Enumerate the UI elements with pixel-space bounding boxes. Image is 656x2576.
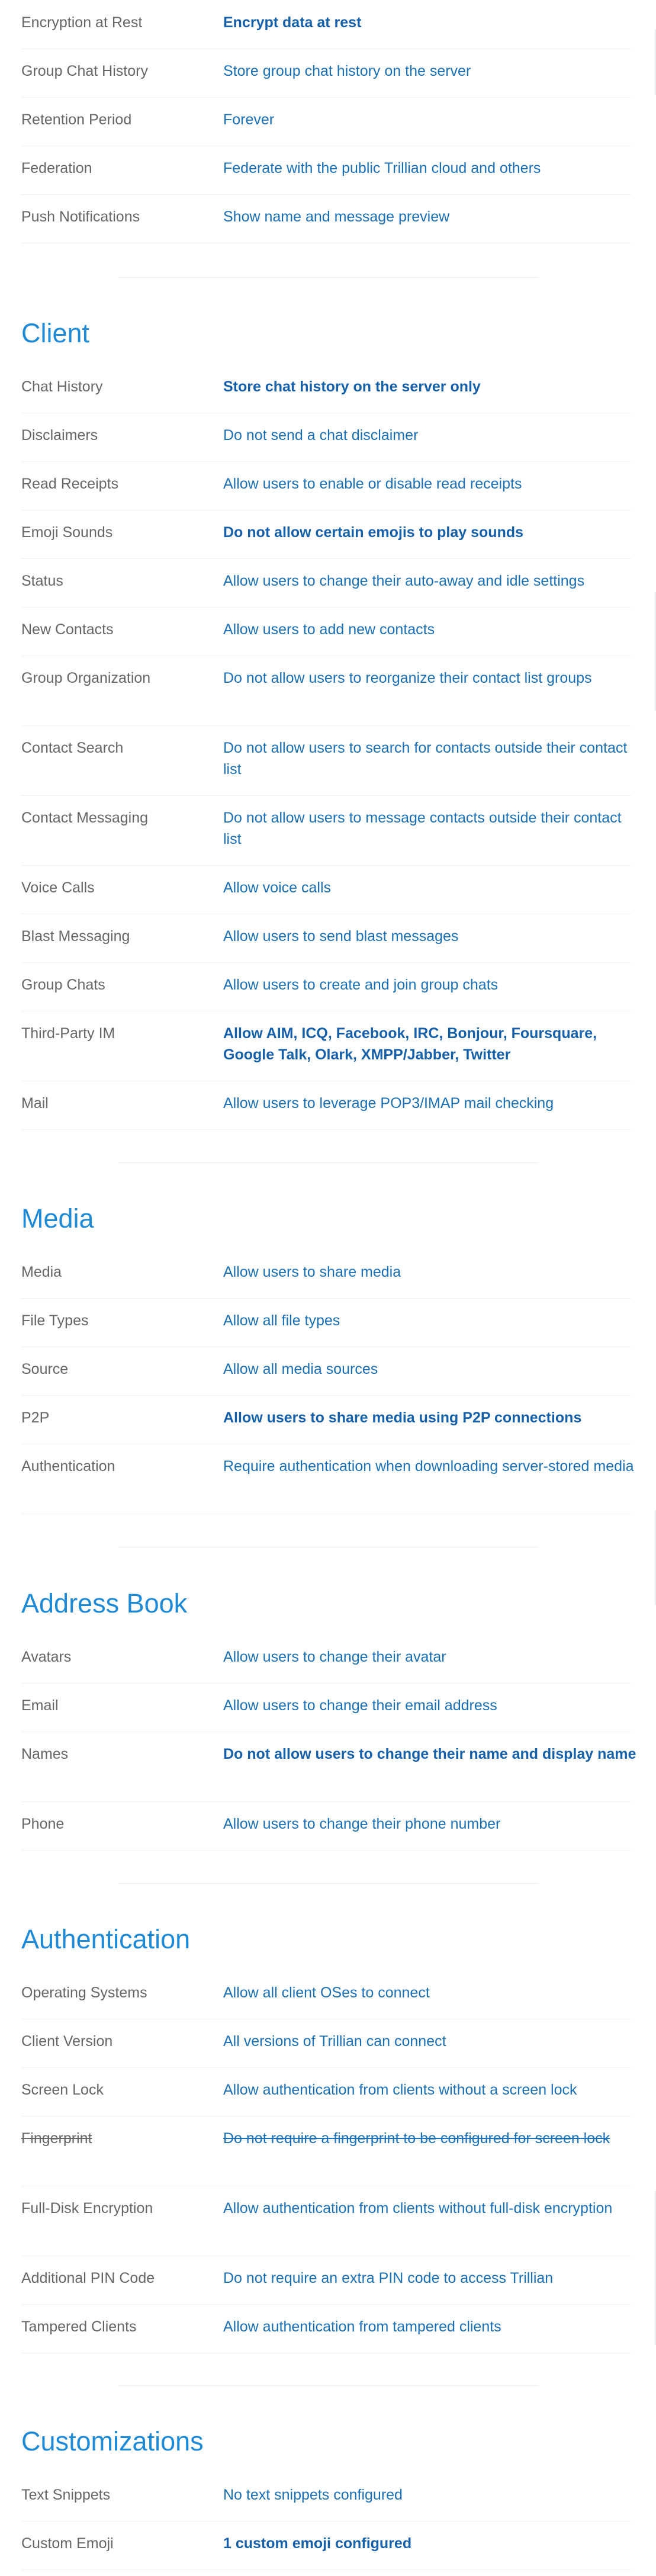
setting-value: Allow authentication from clients without a screen lock <box>223 2082 577 2098</box>
setting-value: Allow authentication from clients without full-disk encryption <box>223 2200 613 2217</box>
setting-value: 1 custom emoji configured <box>223 2535 412 2552</box>
setting-row-contact-search <box>21 737 631 796</box>
setting-value: Federate with the public Trillian cloud and others <box>223 160 541 176</box>
setting-row-names <box>21 1743 636 1802</box>
setting-row-fingerprint <box>21 2128 631 2186</box>
setting-label: Voice Calls <box>21 879 95 896</box>
setting-value: Encrypt data at rest <box>223 14 362 31</box>
setting-row-file-types <box>21 1310 631 1347</box>
setting-row-emoji-sounds <box>21 522 631 559</box>
section-divider <box>118 277 539 278</box>
setting-row-additional-pin-code <box>21 2267 631 2305</box>
setting-label: Text Snippets <box>21 2487 111 2503</box>
setting-value: Allow users to share media <box>223 1264 401 1280</box>
setting-row-screen-lock <box>21 2079 631 2116</box>
setting-row-group-chat-history <box>21 60 631 98</box>
setting-label: Blast Messaging <box>21 928 130 945</box>
setting-value: Allow authentication from tampered clients <box>223 2318 501 2335</box>
setting-row-group-organization <box>21 667 631 726</box>
section-title-address-book: Address Book <box>21 1588 188 1618</box>
setting-row-read-receipts <box>21 473 631 510</box>
setting-label: New Contacts <box>21 621 114 638</box>
setting-row-retention-period <box>21 109 631 146</box>
setting-row-email <box>21 1695 631 1732</box>
setting-row-authentication <box>21 1456 634 1514</box>
setting-label: Fingerprint <box>21 2130 92 2147</box>
setting-row-mail <box>21 1093 631 1130</box>
setting-value: Allow users to enable or disable read receipts <box>223 476 522 492</box>
setting-value: Allow users to send blast messages <box>223 928 459 945</box>
setting-value: Allow users to leverage POP3/IMAP mail checking <box>223 1095 554 1112</box>
setting-value: Do not allow users to reorganize their contact list groups <box>223 670 592 686</box>
setting-row-p2p <box>21 1407 631 1444</box>
setting-row-disclaimers <box>21 425 631 462</box>
setting-label: Contact Search <box>21 740 124 756</box>
setting-label: Media <box>21 1264 62 1280</box>
setting-value: Allow users to create and join group chats <box>223 977 499 993</box>
setting-row-text-snippets <box>21 2484 631 2522</box>
setting-label: Encryption at Rest <box>21 14 143 31</box>
setting-row-source <box>21 1358 631 1396</box>
setting-label: Source <box>21 1361 69 1377</box>
setting-value: Do not allow users to search for contacts outside their contact list <box>223 740 628 778</box>
setting-row-media <box>21 1261 631 1299</box>
setting-value: Forever <box>223 111 275 128</box>
setting-label: Federation <box>21 160 92 176</box>
setting-label: Additional PIN Code <box>21 2270 155 2286</box>
setting-value: Store chat history on the server only <box>223 378 481 395</box>
setting-label: Contact Messaging <box>21 810 149 826</box>
setting-value: Allow all file types <box>223 1312 340 1329</box>
setting-value: Allow users to change their email address <box>223 1697 497 1714</box>
setting-row-blast-messaging <box>21 926 631 963</box>
setting-row-full-disk-encryption <box>21 2198 631 2256</box>
setting-row-group-chats <box>21 974 631 1011</box>
setting-row-federation <box>21 158 631 195</box>
setting-label: Custom Emoji <box>21 2535 114 2552</box>
setting-row-custom-emoji <box>21 2533 631 2570</box>
setting-row-encryption-at-rest <box>21 12 631 49</box>
setting-label: Tampered Clients <box>21 2318 137 2335</box>
section-title-media: Media <box>21 1203 94 1234</box>
setting-value: Allow AIM, ICQ, Facebook, IRC, Bonjour, Foursquare, Google Talk, Olark, XMPP/Jabber, Twitter <box>223 1025 597 1063</box>
setting-value: Allow all client OSes to connect <box>223 1984 430 2001</box>
setting-label: Group Chat History <box>21 63 148 79</box>
section-divider <box>118 2385 539 2386</box>
setting-label: Operating Systems <box>21 1984 147 2001</box>
setting-value: Allow users to change their phone number <box>223 1816 501 1832</box>
setting-value: Allow users to change their avatar <box>223 1649 446 1665</box>
setting-row-client-version <box>21 2031 631 2068</box>
setting-row-tampered-clients <box>21 2316 631 2353</box>
setting-row-push-notifications <box>21 206 631 243</box>
setting-label: Mail <box>21 1095 49 1112</box>
section-divider <box>118 1162 539 1163</box>
setting-value: Store group chat history on the server <box>223 63 471 79</box>
setting-label: Email <box>21 1697 59 1714</box>
setting-label: Avatars <box>21 1649 72 1665</box>
setting-label: Client Version <box>21 2033 113 2050</box>
setting-value: Do not send a chat disclaimer <box>223 427 419 444</box>
section-title-customizations: Customizations <box>21 2426 204 2456</box>
setting-value: Allow users to share media using P2P connections <box>223 1409 582 1426</box>
setting-value: Allow all media sources <box>223 1361 378 1377</box>
setting-label: P2P <box>21 1409 50 1426</box>
setting-label: Authentication <box>21 1458 115 1475</box>
setting-value: Require authentication when downloading server-stored media <box>223 1458 634 1475</box>
setting-row-avatars <box>21 1646 631 1684</box>
setting-value: Allow voice calls <box>223 879 332 896</box>
setting-label: Chat History <box>21 378 103 395</box>
section-title-authentication: Authentication <box>21 1924 191 1954</box>
setting-row-third-party-im <box>21 1023 631 1081</box>
setting-row-new-contacts <box>21 619 631 656</box>
setting-row-chat-history <box>21 376 631 413</box>
setting-label: Group Organization <box>21 670 151 686</box>
setting-value: Do not allow users to change their name and display name <box>223 1746 636 1762</box>
setting-value: Show name and message preview <box>223 208 450 225</box>
setting-label: Screen Lock <box>21 2082 104 2098</box>
setting-value: Do not allow certain emojis to play sounds <box>223 524 524 541</box>
setting-value: Allow users to change their auto-away and idle settings <box>223 573 585 589</box>
setting-value: Do not require a fingerprint to be configured for screen lock <box>223 2130 610 2147</box>
setting-label: Group Chats <box>21 977 105 993</box>
setting-value: All versions of Trillian can connect <box>223 2033 446 2050</box>
setting-label: Read Receipts <box>21 476 118 492</box>
setting-label: Status <box>21 573 63 589</box>
setting-value: Allow users to add new contacts <box>223 621 435 638</box>
setting-row-phone <box>21 1813 631 1851</box>
setting-label: Push Notifications <box>21 208 140 225</box>
setting-row-contact-messaging <box>21 807 631 866</box>
setting-label: Full-Disk Encryption <box>21 2200 153 2217</box>
setting-label: Third-Party IM <box>21 1025 115 1042</box>
setting-row-operating-systems <box>21 1982 631 2019</box>
setting-label: Names <box>21 1746 69 1762</box>
setting-label: Phone <box>21 1816 65 1832</box>
section-divider <box>118 1883 539 1884</box>
setting-row-status <box>21 570 631 608</box>
setting-value: Do not allow users to message contacts outside their contact list <box>223 810 622 847</box>
setting-row-voice-calls <box>21 877 631 914</box>
setting-label: Emoji Sounds <box>21 524 113 541</box>
setting-label: File Types <box>21 1312 89 1329</box>
setting-label: Disclaimers <box>21 427 98 444</box>
section-title-client: Client <box>21 318 90 348</box>
setting-value: No text snippets configured <box>223 2487 403 2503</box>
setting-value: Do not require an extra PIN code to access Trillian <box>223 2270 554 2286</box>
setting-label: Retention Period <box>21 111 132 128</box>
